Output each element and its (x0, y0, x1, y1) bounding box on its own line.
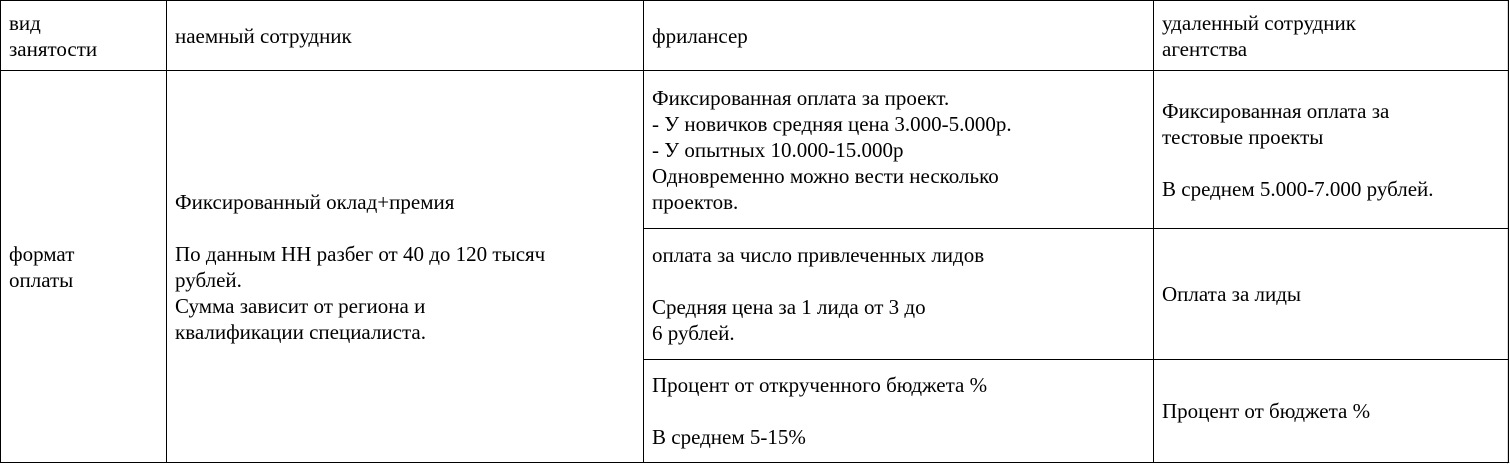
cell-text: По данным НН разбег от 40 до 120 тысяч (175, 241, 546, 266)
cell-text: Оплата за лиды (1162, 282, 1302, 306)
cell-text: В среднем 5.000-7.000 рублей. (1162, 176, 1434, 201)
cell-text: Процент от открученного бюджета % (652, 373, 988, 397)
header-employment-type[interactable] (1, 1, 167, 71)
cell-text: Средняя цена за 1 лида от 3 до (652, 295, 926, 319)
header-text: агентства (1162, 36, 1248, 61)
freelancer-budget-percent-cell[interactable] (644, 360, 1154, 463)
cell-text: Фиксированная оплата за (1162, 98, 1390, 123)
header-row (1, 1, 1509, 71)
cell-text: Одновременно можно вести несколько (652, 163, 999, 188)
cell-text: рублей. (175, 267, 242, 292)
payment-format-label[interactable] (1, 71, 167, 463)
cell-text: оплата за число привлеченных лидов (652, 243, 985, 267)
cell-text: тестовые проекты (1162, 124, 1324, 149)
cell-text: Фиксированный оклад+премия (175, 189, 455, 214)
cell-text: - У опытных 10.000-15.000р (652, 137, 904, 162)
agency-fixed-payment-cell[interactable] (1154, 71, 1509, 229)
cell-text: Сумма зависит от региона и (175, 293, 426, 318)
cell-text: Фиксированная оплата за проект. (652, 85, 950, 110)
blank-line (175, 215, 643, 241)
header-text: фрилансер (652, 23, 748, 48)
cell-text: проектов. (652, 189, 739, 214)
cell-text: В среднем 5-15% (652, 425, 806, 449)
header-text: удаленный сотрудник (1162, 10, 1356, 35)
cell-text: формат (9, 241, 75, 266)
header-freelancer[interactable] (644, 1, 1154, 71)
header-hired-employee[interactable] (167, 1, 644, 71)
header-text: вид (9, 10, 41, 35)
cell-text: - У новичков средняя цена 3.000-5.000р. (652, 111, 1012, 136)
blank-line (652, 398, 1153, 424)
cell-text: 6 рублей. (652, 321, 735, 345)
header-text: занятости (9, 36, 98, 61)
cell-text: Процент от бюджета % (1162, 399, 1371, 423)
freelancer-fixed-payment-cell[interactable] (644, 71, 1154, 229)
cell-text: оплаты (9, 267, 74, 292)
cell-text: квалификации специалиста. (175, 319, 426, 344)
blank-line (652, 268, 1153, 294)
header-text: наемный сотрудник (175, 23, 352, 48)
agency-budget-percent-cell[interactable] (1154, 360, 1509, 463)
employee-payment-cell[interactable] (167, 71, 644, 463)
table-row (1, 71, 1509, 229)
freelancer-leads-payment-cell[interactable] (644, 229, 1154, 360)
agency-leads-payment-cell[interactable] (1154, 229, 1509, 360)
header-agency-remote[interactable] (1154, 1, 1509, 71)
blank-line (1162, 150, 1508, 176)
